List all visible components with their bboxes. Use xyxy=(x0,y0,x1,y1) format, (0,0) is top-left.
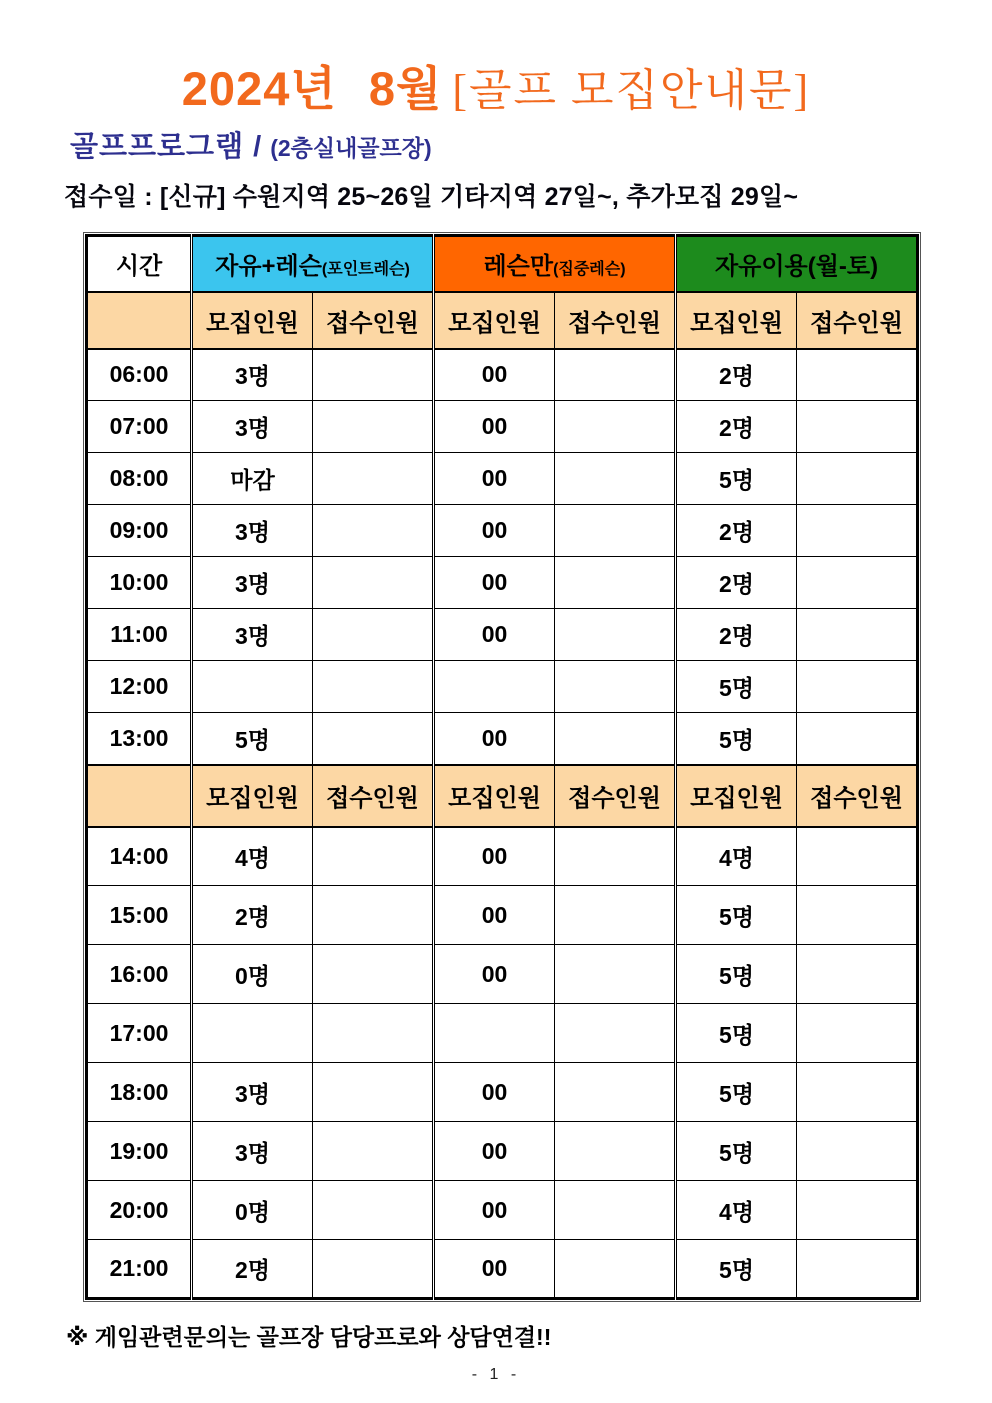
value-cell: 0명 xyxy=(192,1181,313,1240)
value-cell: 00 xyxy=(434,1240,555,1299)
closed-slot-cell xyxy=(434,1004,555,1063)
value-cell xyxy=(313,1181,434,1240)
time-cell: 06:00 xyxy=(87,349,192,401)
table-row xyxy=(87,1240,918,1299)
value-cell: 00 xyxy=(434,827,555,886)
closed-slot-cell xyxy=(313,661,434,713)
subheader-cell: 모집인원 xyxy=(192,292,313,349)
value-cell: 5명 xyxy=(676,1004,797,1063)
time-cell: 15:00 xyxy=(87,886,192,945)
time-cell: 20:00 xyxy=(87,1181,192,1240)
group-label: 자유이용(월-토) xyxy=(714,253,879,281)
value-cell xyxy=(555,1122,676,1181)
value-cell xyxy=(313,827,434,886)
diagonal-corner-cell xyxy=(87,765,192,827)
time-cell: 12:00 xyxy=(87,661,192,713)
program-subtitle-location: (2층실내골프장) xyxy=(270,135,432,162)
table-row xyxy=(87,827,918,886)
table-row xyxy=(87,557,918,609)
value-cell: 00 xyxy=(434,713,555,765)
value-cell xyxy=(313,1240,434,1299)
time-cell: 08:00 xyxy=(87,453,192,505)
value-cell: 마감 xyxy=(192,453,313,505)
table-row xyxy=(87,1122,918,1181)
value-cell xyxy=(797,1004,918,1063)
group-header-free-plus-lesson xyxy=(192,236,434,292)
group-label: 레슨만 xyxy=(483,253,554,281)
value-cell: 5명 xyxy=(192,713,313,765)
closed-slot-cell xyxy=(192,1004,313,1063)
value-cell xyxy=(555,1240,676,1299)
value-cell: 3명 xyxy=(192,609,313,661)
value-cell: 00 xyxy=(434,557,555,609)
diagonal-corner-cell xyxy=(87,292,192,349)
value-cell xyxy=(797,945,918,1004)
value-cell: 3명 xyxy=(192,1122,313,1181)
reception-dates-line: 접수일 : [신규] 수원지역 25~26일 기타지역 27일~, 추가모집 29일~ xyxy=(64,183,799,212)
value-cell: 00 xyxy=(434,1063,555,1122)
value-cell xyxy=(797,827,918,886)
table-row xyxy=(87,945,918,1004)
value-cell xyxy=(555,401,676,453)
value-cell: 4명 xyxy=(676,1181,797,1240)
value-cell xyxy=(555,886,676,945)
value-cell: 3명 xyxy=(192,401,313,453)
subheader-cell: 모집인원 xyxy=(434,292,555,349)
value-cell xyxy=(313,401,434,453)
time-column-header: 시간 xyxy=(87,236,192,292)
closed-slot-cell xyxy=(555,661,676,713)
time-cell: 14:00 xyxy=(87,827,192,886)
closed-slot-cell xyxy=(434,661,555,713)
value-cell: 3명 xyxy=(192,349,313,401)
subheader-cell: 접수인원 xyxy=(555,765,676,827)
closed-slot-cell xyxy=(555,1004,676,1063)
value-cell: 00 xyxy=(434,609,555,661)
schedule-table xyxy=(85,234,919,1300)
value-cell: 2명 xyxy=(192,886,313,945)
footer-note: ※ 게임관련문의는 골프장 담당프로와 상담연결!! xyxy=(66,1324,552,1351)
table-row xyxy=(87,349,918,401)
value-cell: 4명 xyxy=(192,827,313,886)
value-cell: 2명 xyxy=(676,401,797,453)
value-cell: 5명 xyxy=(676,1063,797,1122)
value-cell xyxy=(313,349,434,401)
value-cell: 5명 xyxy=(676,661,797,713)
time-cell: 07:00 xyxy=(87,401,192,453)
time-cell: 13:00 xyxy=(87,713,192,765)
time-cell: 18:00 xyxy=(87,1063,192,1122)
value-cell xyxy=(797,886,918,945)
value-cell xyxy=(313,453,434,505)
table-row xyxy=(87,505,918,557)
subheader-row xyxy=(87,292,918,349)
subheader-cell: 접수인원 xyxy=(313,765,434,827)
closed-slot-cell xyxy=(192,661,313,713)
subheader-cell: 모집인원 xyxy=(676,292,797,349)
group-label-small: (포인트레슨) xyxy=(321,261,410,279)
value-cell: 00 xyxy=(434,505,555,557)
value-cell xyxy=(555,505,676,557)
value-cell xyxy=(313,505,434,557)
page-title xyxy=(0,64,992,114)
value-cell: 4명 xyxy=(676,827,797,886)
value-cell xyxy=(313,945,434,1004)
value-cell: 5명 xyxy=(676,453,797,505)
value-cell: 5명 xyxy=(676,1122,797,1181)
value-cell xyxy=(797,453,918,505)
value-cell: 2명 xyxy=(192,1240,313,1299)
value-cell: 00 xyxy=(434,401,555,453)
value-cell xyxy=(797,661,918,713)
value-cell: 00 xyxy=(434,886,555,945)
program-subtitle-main: 골프프로그램 / xyxy=(70,131,263,164)
title-bracket: [골프 모집안내문] xyxy=(452,66,811,115)
value-cell: 2명 xyxy=(676,609,797,661)
subheader-cell: 모집인원 xyxy=(676,765,797,827)
time-cell: 17:00 xyxy=(87,1004,192,1063)
value-cell xyxy=(797,505,918,557)
group-label-small: (집중레슨) xyxy=(553,261,626,279)
table-row xyxy=(87,401,918,453)
group-header-lesson-only xyxy=(434,236,676,292)
value-cell xyxy=(313,886,434,945)
value-cell xyxy=(313,713,434,765)
value-cell xyxy=(555,349,676,401)
subheader-cell: 모집인원 xyxy=(434,765,555,827)
subheader-row xyxy=(87,765,918,827)
value-cell: 5명 xyxy=(676,713,797,765)
value-cell xyxy=(555,1181,676,1240)
value-cell: 00 xyxy=(434,945,555,1004)
value-cell xyxy=(797,349,918,401)
time-cell: 19:00 xyxy=(87,1122,192,1181)
value-cell: 00 xyxy=(434,1122,555,1181)
group-header-row xyxy=(87,236,918,292)
page-number: - 1 - xyxy=(471,1366,521,1384)
value-cell: 5명 xyxy=(676,1240,797,1299)
value-cell: 5명 xyxy=(676,945,797,1004)
table-row xyxy=(87,609,918,661)
value-cell xyxy=(313,609,434,661)
program-subtitle xyxy=(70,124,992,165)
value-cell xyxy=(555,1063,676,1122)
value-cell xyxy=(555,453,676,505)
table-row xyxy=(87,1063,918,1122)
time-cell: 09:00 xyxy=(87,505,192,557)
value-cell: 2명 xyxy=(676,557,797,609)
time-cell: 16:00 xyxy=(87,945,192,1004)
value-cell xyxy=(797,1240,918,1299)
table-row xyxy=(87,1181,918,1240)
value-cell: 3명 xyxy=(192,505,313,557)
value-cell: 3명 xyxy=(192,557,313,609)
subheader-cell: 접수인원 xyxy=(797,765,918,827)
table-row xyxy=(87,453,918,505)
value-cell xyxy=(555,827,676,886)
title-month: 2024년 8월 xyxy=(181,62,443,115)
value-cell: 00 xyxy=(434,349,555,401)
table-row xyxy=(87,1004,918,1063)
group-label: 자유+레슨 xyxy=(215,253,322,281)
value-cell xyxy=(555,609,676,661)
value-cell: 2명 xyxy=(676,349,797,401)
value-cell xyxy=(555,945,676,1004)
time-cell: 21:00 xyxy=(87,1240,192,1299)
value-cell xyxy=(313,557,434,609)
value-cell xyxy=(313,1063,434,1122)
value-cell: 2명 xyxy=(676,505,797,557)
closed-slot-cell xyxy=(313,1004,434,1063)
value-cell xyxy=(797,557,918,609)
value-cell xyxy=(555,557,676,609)
value-cell: 3명 xyxy=(192,1063,313,1122)
time-cell: 10:00 xyxy=(87,557,192,609)
table-row xyxy=(87,886,918,945)
value-cell xyxy=(555,713,676,765)
value-cell xyxy=(313,1122,434,1181)
value-cell xyxy=(797,1063,918,1122)
value-cell: 00 xyxy=(434,453,555,505)
value-cell xyxy=(797,1181,918,1240)
table-row xyxy=(87,713,918,765)
group-header-free-use xyxy=(676,236,918,292)
value-cell xyxy=(797,1122,918,1181)
table-row xyxy=(87,661,918,713)
value-cell: 5명 xyxy=(676,886,797,945)
subheader-cell: 접수인원 xyxy=(797,292,918,349)
value-cell xyxy=(797,609,918,661)
value-cell xyxy=(797,401,918,453)
value-cell: 00 xyxy=(434,1181,555,1240)
value-cell xyxy=(797,713,918,765)
value-cell: 0명 xyxy=(192,945,313,1004)
subheader-cell: 접수인원 xyxy=(555,292,676,349)
subheader-cell: 접수인원 xyxy=(313,292,434,349)
time-cell: 11:00 xyxy=(87,609,192,661)
subheader-cell: 모집인원 xyxy=(192,765,313,827)
